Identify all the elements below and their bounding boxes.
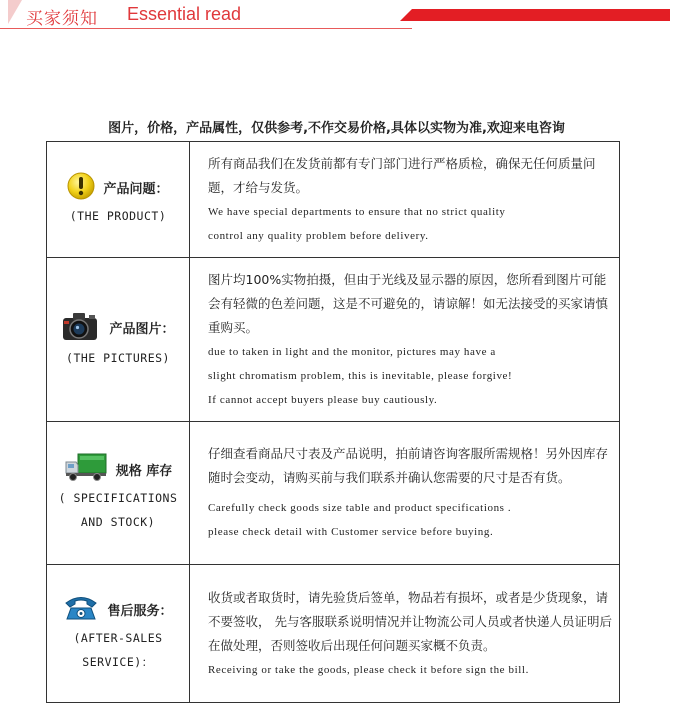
description-en-line: If cannot accept buyers please buy cautiously. (208, 393, 438, 406)
category-title-en: ( SPECIFICATIONS (58, 491, 178, 505)
description-cn: 图片均100%实物拍摄，但由于光线及显示器的原因，您所看到图片可能会有轻微的色差问题，这是不可避免的，请谅解！如无法接受的买家请慎重购买。 (208, 271, 609, 335)
category-cell (47, 565, 190, 703)
camera-icon (61, 310, 101, 346)
description-cell (190, 565, 620, 703)
category-title-cn: 产品图片： (109, 322, 175, 337)
description-en-line: please check detail with Customer service before buying. (208, 526, 494, 538)
category-title-en: SERVICE)： (82, 654, 154, 669)
table-row (47, 142, 620, 258)
category-title-cn: 规格 库存 (115, 463, 173, 479)
category-title-cn: 产品问题： (103, 182, 169, 197)
category-cell (47, 258, 190, 422)
category-cell (47, 142, 190, 258)
description-cn: 所有商品我们在发货前都有专门部门进行严格质检，确保无任何质量问题，才给与发货。 (208, 155, 596, 195)
category-title-cn: 售后服务： (107, 604, 173, 619)
description-cell (190, 258, 620, 422)
description-cell (190, 422, 620, 565)
truck-icon (64, 452, 108, 486)
description-en-line: due to taken in light and the monitor, pictures may have a (208, 345, 496, 358)
description-en-line: Receiving or take the goods, please check it before sign the bill. (208, 663, 529, 676)
banner-red-bar (412, 9, 670, 21)
banner-title-en: Essential read (127, 4, 242, 24)
description-cn: 收货或者取货时，请先验货后签单，物品若有损坏，或者是少货现象，请不要签收， 先与客服联系说明情况并让物流公司人员或者快递人员证明后在做处理，否则签收后出现任何问题买家概不负责。 (208, 589, 612, 653)
table-row (47, 565, 620, 703)
notice-text: 图片，价格，产品属性，仅供参考,不作交易价格,具体以实物为准,欢迎来电咨询 (108, 121, 565, 136)
info-table (46, 141, 620, 703)
category-title-en: (THE PICTURES) (66, 350, 170, 365)
telephone-icon (63, 594, 99, 626)
description-en-line: We have special departments to ensure that no strict quality (208, 205, 506, 218)
table-row (47, 258, 620, 422)
banner-slash-decoration (8, 0, 22, 24)
category-title-en: AND STOCK) (80, 515, 156, 529)
banner-title-cn: 买家须知 (26, 9, 98, 29)
exclamation-icon (67, 172, 95, 204)
description-en-line: Carefully check goods size table and product specifications . (208, 502, 512, 514)
description-cell (190, 142, 620, 258)
category-title-en: (THE PRODUCT) (69, 208, 167, 223)
table-row (47, 422, 620, 565)
description-cn: 仔细查看商品尺寸表及产品说明，拍前请咨询客服所需规格！另外因库存随时会变动，请购买前与我们联系并确认您需要的尺寸是否有货。 (208, 446, 609, 485)
banner-bar-tip (400, 9, 412, 21)
category-cell (47, 422, 190, 565)
description-en-line: control any quality problem before delivery. (208, 229, 429, 242)
header-banner (0, 0, 673, 34)
description-en-line: slight chromatism problem, this is inevitable, please forgive! (208, 369, 513, 382)
category-title-en: (AFTER-SALES (73, 630, 163, 645)
